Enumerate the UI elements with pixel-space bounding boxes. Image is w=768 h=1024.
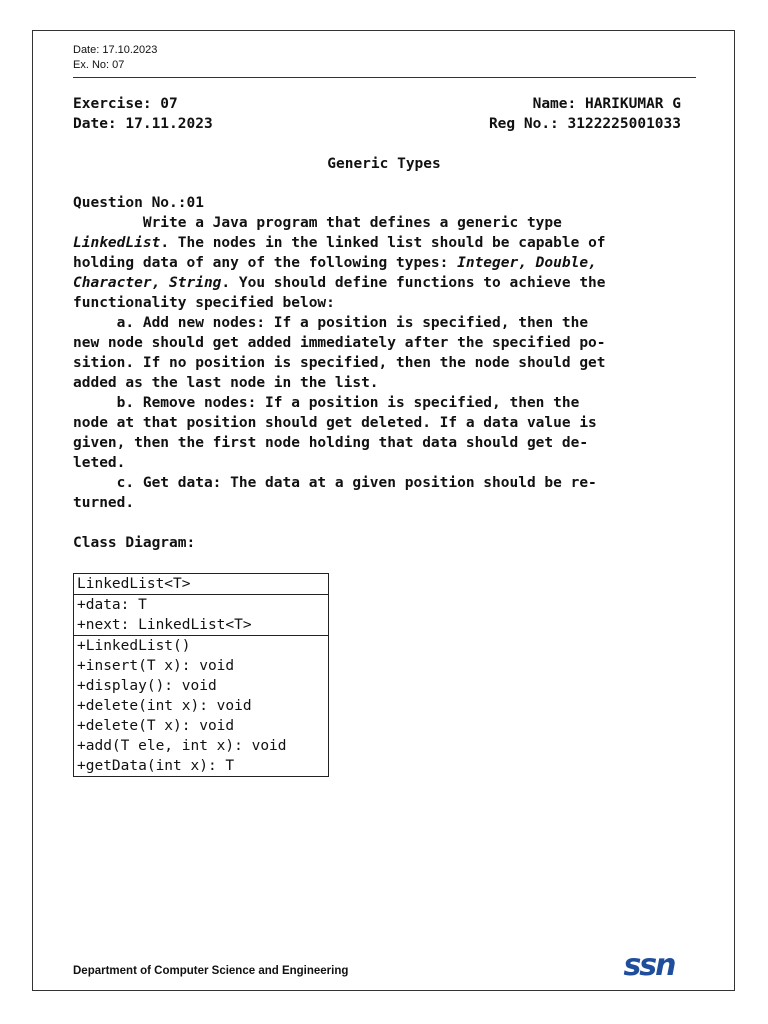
question-line [73, 393, 681, 413]
question-line [73, 313, 681, 333]
ssn-logo-icon [618, 950, 680, 980]
question-line-segment: leted. [73, 455, 126, 471]
question-text [73, 213, 681, 513]
question-number: Question No.:01 [73, 195, 204, 211]
uml-method: +delete(int x): void [77, 698, 252, 714]
uml-method: +insert(T x): void [77, 658, 235, 674]
question-line-segment: holding data of any of the following types: [73, 255, 458, 271]
question-line-segment: Character, String [73, 275, 222, 291]
header-date: Date: 17.10.2023 [73, 44, 158, 56]
question-line [73, 213, 681, 233]
question-line-segment: b. Remove nodes: If a position is specified, then the [73, 395, 580, 411]
uml-class-name-section [74, 574, 328, 595]
student-name: Name: HARIKUMAR G [532, 96, 681, 112]
uml-methods-section [74, 636, 328, 776]
question-line [73, 493, 681, 513]
question-line-segment: added as the last node in the list. [73, 375, 379, 391]
uml-method: +add(T ele, int x): void [77, 738, 287, 754]
question-line-segment: new node should get added immediately after the specified po- [73, 335, 606, 351]
question-line-segment: functionality specified below: [73, 295, 335, 311]
header-ex-no: Ex. No: 07 [73, 59, 125, 71]
ssn-logo-text: ssn [623, 950, 675, 980]
exercise-info [73, 94, 681, 134]
class-diagram-label: Class Diagram: [73, 535, 196, 551]
question-line-segment: . You should define functions to achieve the [221, 275, 606, 291]
page-header [73, 43, 157, 73]
question-line-segment: a. Add new nodes: If a position is specified, then the [73, 315, 589, 331]
uml-attribute: +data: T [77, 597, 147, 613]
header-divider [73, 77, 696, 78]
uml-class-box [73, 573, 329, 777]
question-line [73, 273, 681, 293]
question-line-segment: LinkedList [73, 235, 161, 251]
question-line [73, 233, 681, 253]
uml-class-name: LinkedList<T> [77, 576, 191, 592]
question-line [73, 453, 681, 473]
question-line [73, 353, 681, 373]
question-line-segment: turned. [73, 495, 135, 511]
page-title: Generic Types [327, 156, 441, 172]
question-line [73, 253, 681, 273]
uml-method: +display(): void [77, 678, 217, 694]
question-line [73, 433, 681, 453]
register-number: Reg No.: 3122225001033 [488, 116, 681, 132]
question-line-segment: node at that position should get deleted. If a data value is [73, 415, 597, 431]
question-line-segment: sition. If no position is specified, then the node should get [73, 355, 606, 371]
uml-method: +getData(int x): T [77, 758, 235, 774]
question-line-segment: Write a Java program that defines a generic type [73, 215, 562, 231]
question-line [73, 333, 681, 353]
question-line-segment: . The nodes in the linked list should be capable of [160, 235, 606, 251]
question-line [73, 293, 681, 313]
uml-attributes-section [74, 595, 328, 636]
exercise-date: Date: 17.11.2023 [73, 116, 213, 132]
question-line [73, 473, 681, 493]
question-line-segment: Integer, Double, [457, 255, 597, 271]
question-line-segment: c. Get data: The data at a given position should be re- [73, 475, 597, 491]
question-line-segment: given, then the first node holding that data should get de- [73, 435, 589, 451]
uml-attribute: +next: LinkedList<T> [77, 617, 252, 633]
uml-method: +LinkedList() [77, 638, 191, 654]
footer-department: Department of Computer Science and Engineering [73, 965, 349, 977]
exercise-number: Exercise: 07 [73, 96, 178, 112]
question-line [73, 413, 681, 433]
uml-method: +delete(T x): void [77, 718, 235, 734]
question-block [73, 193, 681, 513]
question-line [73, 373, 681, 393]
